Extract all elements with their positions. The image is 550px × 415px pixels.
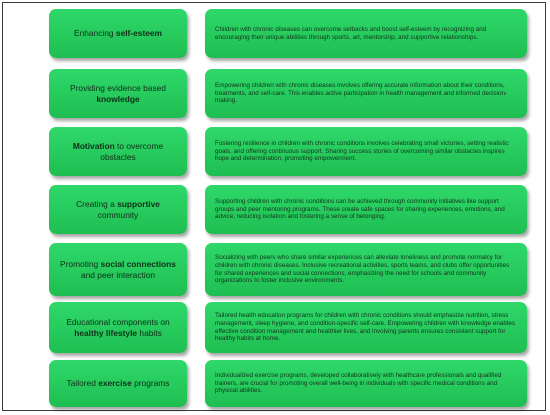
description-box <box>205 127 527 176</box>
topic-label: Providing evidence based knowledge <box>70 83 166 104</box>
description-text: Tailored health education programs for children with chronic conditions should emphasize nutrition, stress management, sleep hygiene, and condition-specific self-care. Empowering children with knowledge enables effective condition management and healthier lives, and involving parents ensures consistent support for healthy habits at home. <box>215 312 515 343</box>
topic-box <box>49 127 187 176</box>
topic-label: Motivation to overcome obstacles <box>72 141 164 162</box>
description-text: Individualized exercise programs, developed collaboratively with healthcare professionals and qualified trainers, are crucial for promoting overall well-being in individuals with specific medical conditions and physical abilities. <box>215 372 502 395</box>
topic-label: Promoting social connections and peer interaction <box>60 259 176 280</box>
description-box <box>205 69 527 118</box>
description-box <box>205 302 527 353</box>
topic-label: Enhancing self-esteem <box>73 28 162 39</box>
description-text: Fostering resilience in children with chronic conditions involves celebrating small victories, setting realistic goals, and offering continuous support. Sharing success stories of overcoming similar obstacles inspires hope and determination, promoting empowerment. <box>215 140 509 163</box>
description-box <box>205 243 527 296</box>
description-text: Socializing with peers who share similar experiences can alleviate loneliness and promote normalcy for children with chronic diseases. Inclusive recreational activities, sports teams, and clubs offer opportunities for shared experiences and social connections, emphasizing the need for schools and community organizations to foster inclusive environments. <box>215 254 510 285</box>
description-text: Empowering children with chronic diseases involves offering accurate information about their conditions, treatments, and self-care. This enables active participation in health management and informed decision-making. <box>215 82 508 105</box>
description-text: Supporting children with chronic conditions can be achieved through community initiatives like support groups and peer mentoring programs. These create safe spaces for sharing experiences, emotions, and advice, reducing isolation and fostering a sense of belonging. <box>215 198 505 221</box>
diagram-frame <box>2 2 546 411</box>
description-text: Children with chronic diseases can overcome setbacks and boost self-esteem by recognizing and encouraging their unique abilities through sports, art, mentorship, and supportive relationships. <box>215 25 487 41</box>
topic-label: Educational components on healthy lifestyle habits <box>66 317 170 338</box>
description-box <box>205 185 527 234</box>
topic-box <box>49 360 187 407</box>
topic-box <box>49 69 187 118</box>
topic-label: Creating a supportive community <box>76 199 160 220</box>
topic-box <box>49 243 187 296</box>
description-box <box>205 360 527 407</box>
topic-label: Tailored exercise programs <box>66 378 170 389</box>
topic-box <box>49 9 187 58</box>
description-box <box>205 9 527 58</box>
topic-box <box>49 185 187 234</box>
topic-box <box>49 302 187 353</box>
